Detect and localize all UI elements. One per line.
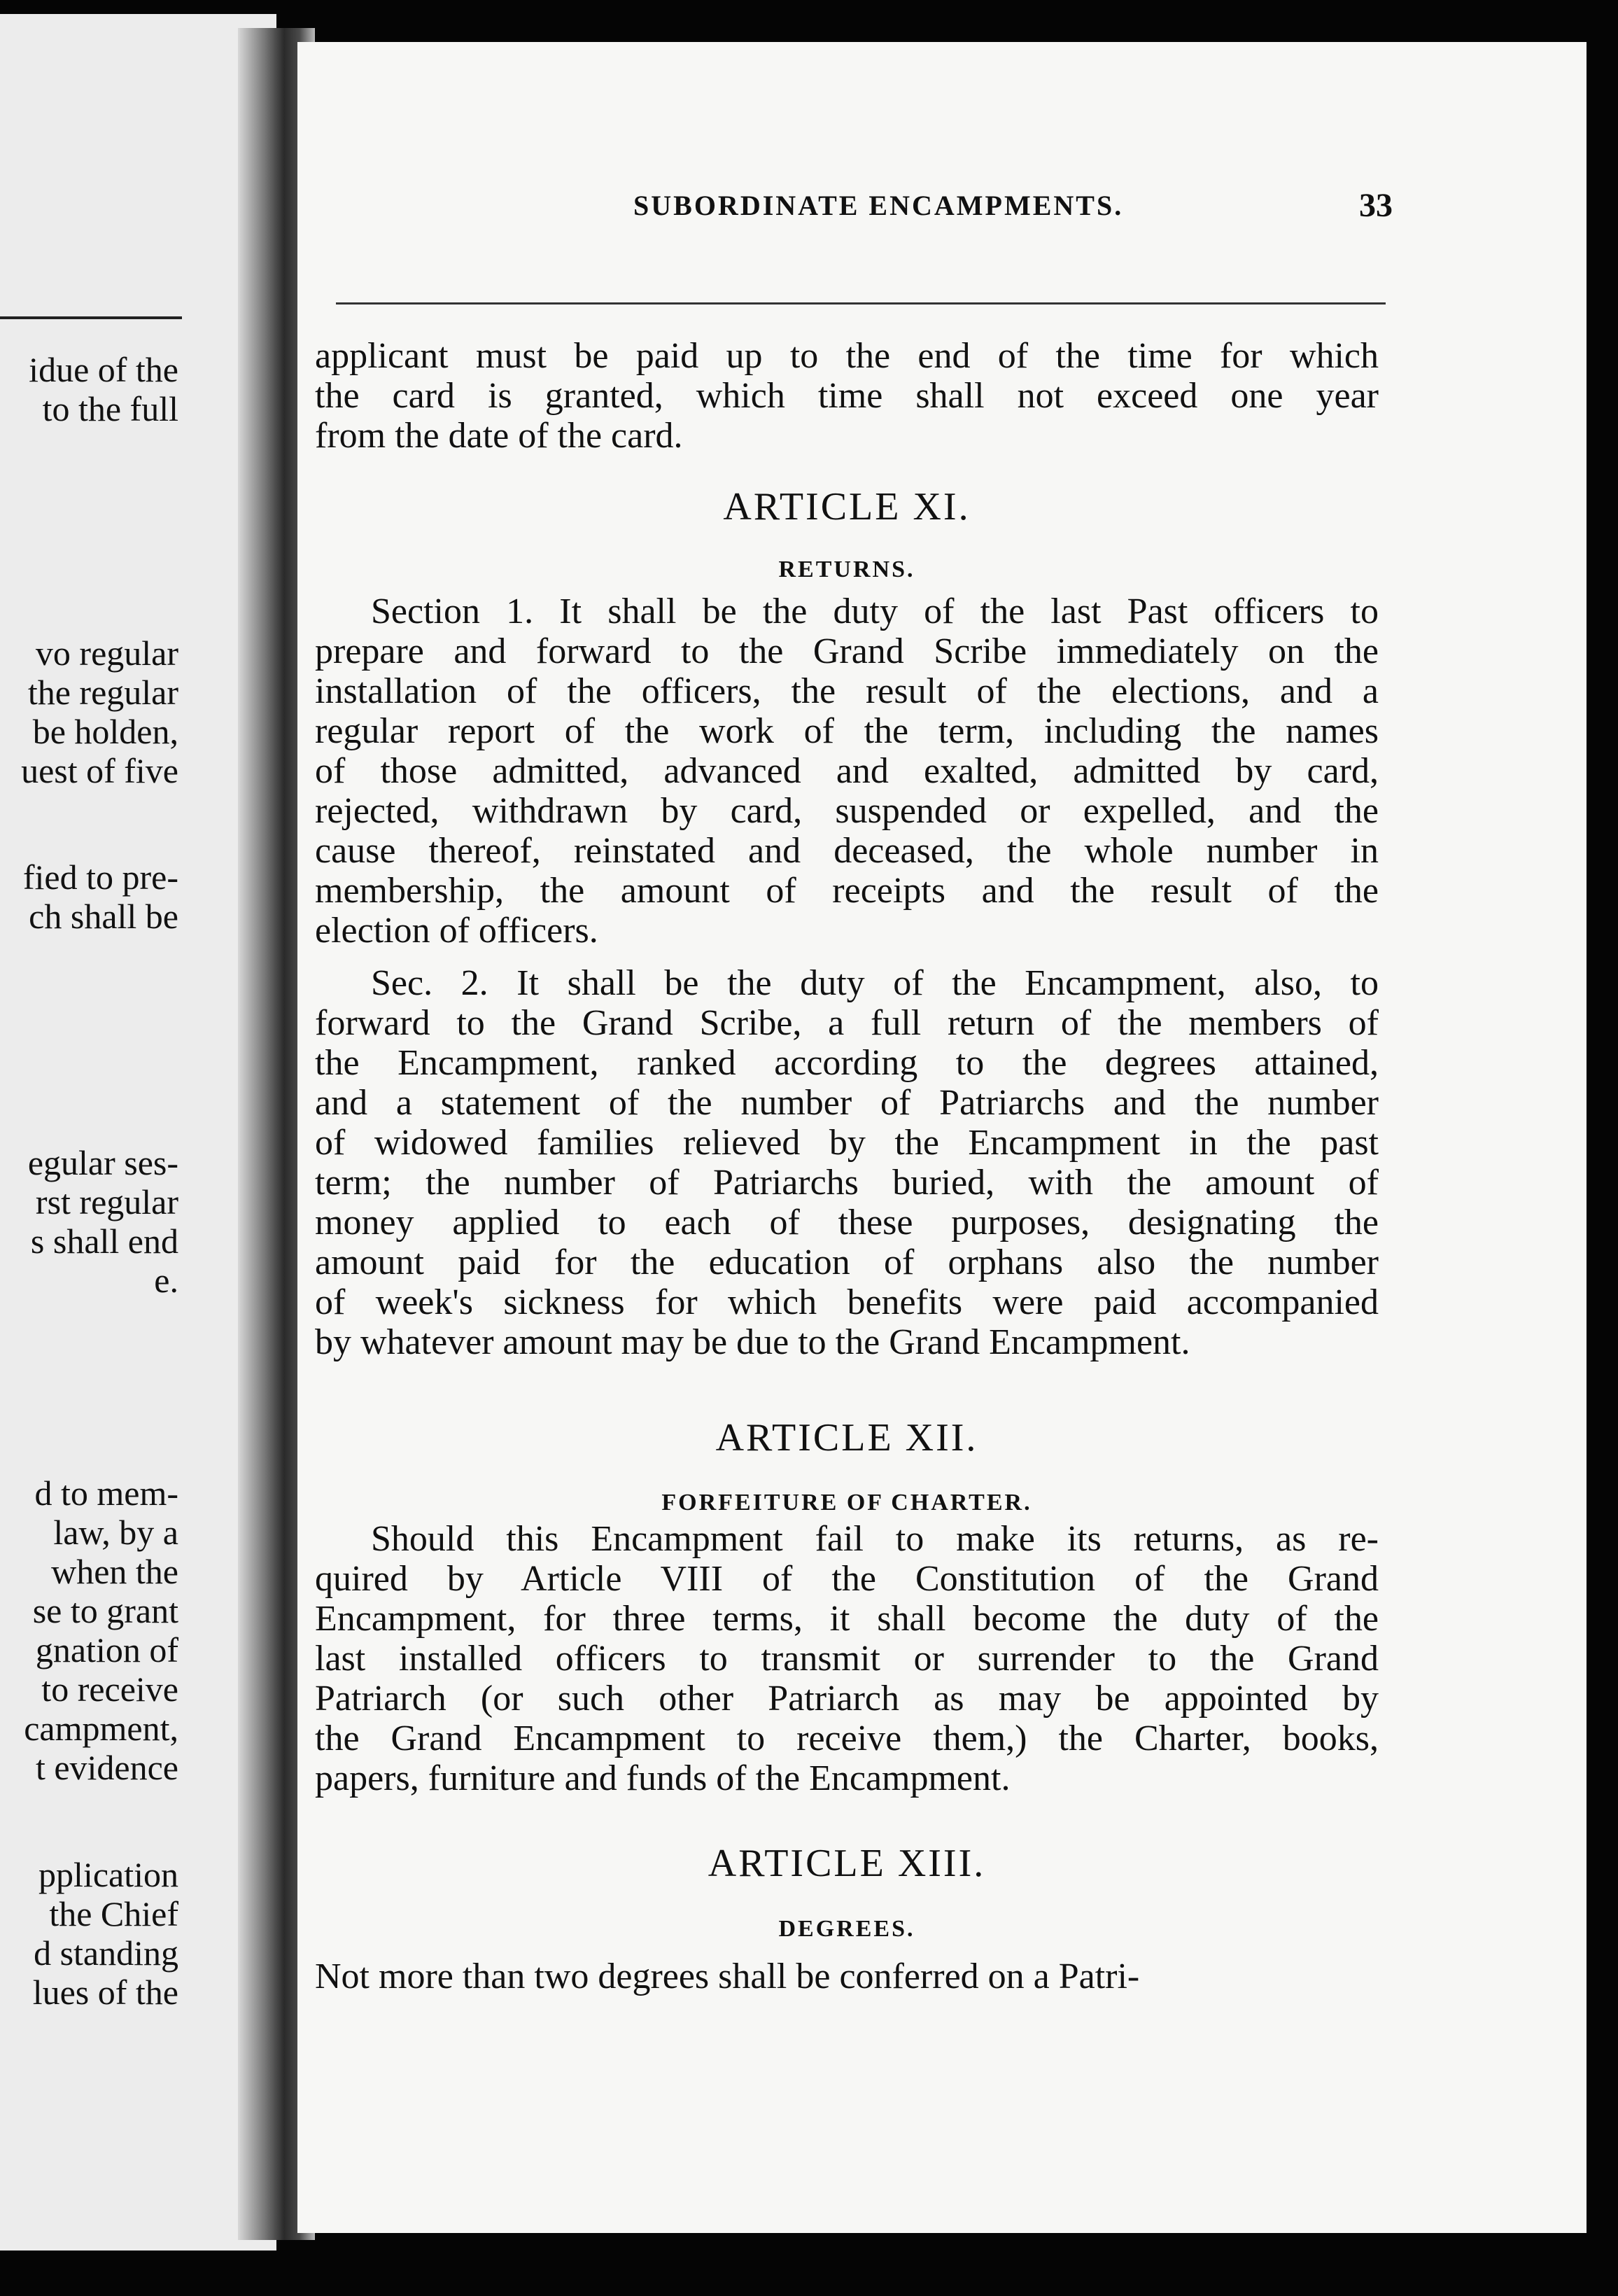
article-12-title: ARTICLE XII. xyxy=(715,1416,978,1460)
article-13-title: ARTICLE XIII. xyxy=(708,1842,986,1885)
text-line: rejected, withdrawn by card, suspended or expelled, and the xyxy=(315,791,1379,831)
text-line: last installed officers to transmit or surrender to the Grand xyxy=(315,1639,1379,1679)
text-line: of widowed families relieved by the Encampment in the past xyxy=(315,1123,1379,1163)
left-page-line: lues of the xyxy=(32,1973,178,2012)
text-line: Sec. 2. It shall be the duty of the Encampment, also, to xyxy=(371,963,1379,1003)
text-line: membership, the amount of receipts and the result of the xyxy=(315,871,1379,911)
article-11-section-1 xyxy=(315,592,1379,951)
article-11-section-2 xyxy=(315,963,1379,1362)
left-page-line: fied to pre- xyxy=(22,858,178,897)
article-13-subtitle: DEGREES. xyxy=(778,1916,915,1942)
text-line: cause thereof, reinstated and deceased, the whole number in xyxy=(315,831,1379,871)
left-page-line: vo regular xyxy=(35,634,178,673)
article-12-subtitle: FORFEITURE OF CHARTER. xyxy=(661,1490,1032,1516)
left-page-line: s shall end xyxy=(30,1222,178,1261)
text-line: the card is granted, which time shall not exceed one year xyxy=(315,376,1379,416)
left-page-line: idue of the xyxy=(29,350,178,389)
left-page-line: law, by a xyxy=(53,1513,178,1552)
article-11-subtitle: RETURNS. xyxy=(778,556,915,582)
text-line: and a statement of the number of Patriarchs and the number xyxy=(315,1083,1379,1123)
left-page-line: ch shall be xyxy=(29,897,178,936)
text-line: forward to the Grand Scribe, a full return of the members of xyxy=(315,1003,1379,1043)
continuation-paragraph xyxy=(315,336,1379,456)
left-page-line: the regular xyxy=(27,673,178,712)
text-line: of those admitted, advanced and exalted, admitted by card, xyxy=(315,751,1379,791)
running-head xyxy=(332,189,1393,231)
left-page-line: pplication xyxy=(38,1855,178,1894)
text-line: from the date of the card. xyxy=(315,416,683,456)
left-facing-page xyxy=(0,14,276,2250)
text-line: term; the number of Patriarchs buried, with the amount of xyxy=(315,1163,1379,1203)
left-page-line: rst regular xyxy=(35,1182,178,1222)
text-line: regular report of the work of the term, including the names xyxy=(315,711,1379,751)
left-page-line: when the xyxy=(51,1552,178,1591)
text-line: prepare and forward to the Grand Scribe immediately on the xyxy=(315,631,1379,671)
text-line: the Grand Encampment to receive them,) the Charter, books, xyxy=(315,1718,1379,1758)
left-page-line: d to mem- xyxy=(34,1474,178,1513)
left-page-line: to receive xyxy=(41,1670,178,1709)
text-line: election of officers. xyxy=(315,911,598,951)
left-page-line: uest of five xyxy=(21,751,178,790)
article-11-title: ARTICLE XI. xyxy=(723,485,971,528)
header-rule xyxy=(336,302,1386,304)
text-line: applicant must be paid up to the end of the time for which xyxy=(315,336,1379,376)
left-page-line: be holden, xyxy=(32,712,178,751)
article-12-body xyxy=(315,1519,1379,1798)
text-line: installation of the officers, the result of the elections, and a xyxy=(315,671,1379,711)
left-page-line: d standing xyxy=(34,1933,178,1973)
left-page-line: the Chief xyxy=(49,1894,178,1933)
text-line: Patriarch (or such other Patriarch as may be appointed by xyxy=(315,1679,1379,1718)
text-line: amount paid for the education of orphans also the number xyxy=(315,1242,1379,1282)
left-page-line: to the full xyxy=(42,389,178,428)
left-page-rule xyxy=(0,316,182,319)
page-number: 33 xyxy=(1359,187,1393,224)
left-page-line: campment, xyxy=(24,1709,178,1748)
text-line: papers, furniture and funds of the Encampment. xyxy=(315,1758,1011,1798)
text-line: the Encampment, ranked according to the degrees attained, xyxy=(315,1043,1379,1083)
text-line: quired by Article VIII of the Constitution of the Grand xyxy=(315,1559,1379,1599)
left-page-line: se to grant xyxy=(32,1591,178,1630)
running-head-title: SUBORDINATE ENCAMPMENTS. xyxy=(633,190,1124,221)
left-page-line: t evidence xyxy=(35,1748,178,1787)
text-line: of week's sickness for which benefits were paid accompanied xyxy=(315,1282,1379,1322)
text-line: by whatever amount may be due to the Grand Encampment. xyxy=(315,1322,1190,1362)
text-line: Not more than two degrees shall be conferred on a Patri- xyxy=(315,1956,1140,1996)
text-line: Encampment, for three terms, it shall become the duty of the xyxy=(315,1599,1379,1639)
left-page-line: gnation of xyxy=(35,1630,178,1670)
text-line: Should this Encampment fail to make its returns, as re- xyxy=(371,1519,1379,1559)
left-page-line: egular ses- xyxy=(27,1143,178,1182)
text-line: money applied to each of these purposes, designating the xyxy=(315,1203,1379,1242)
left-page-line: e. xyxy=(154,1261,178,1300)
text-line: Section 1. It shall be the duty of the last Past officers to xyxy=(371,592,1379,631)
article-13-body xyxy=(315,1956,1379,1996)
